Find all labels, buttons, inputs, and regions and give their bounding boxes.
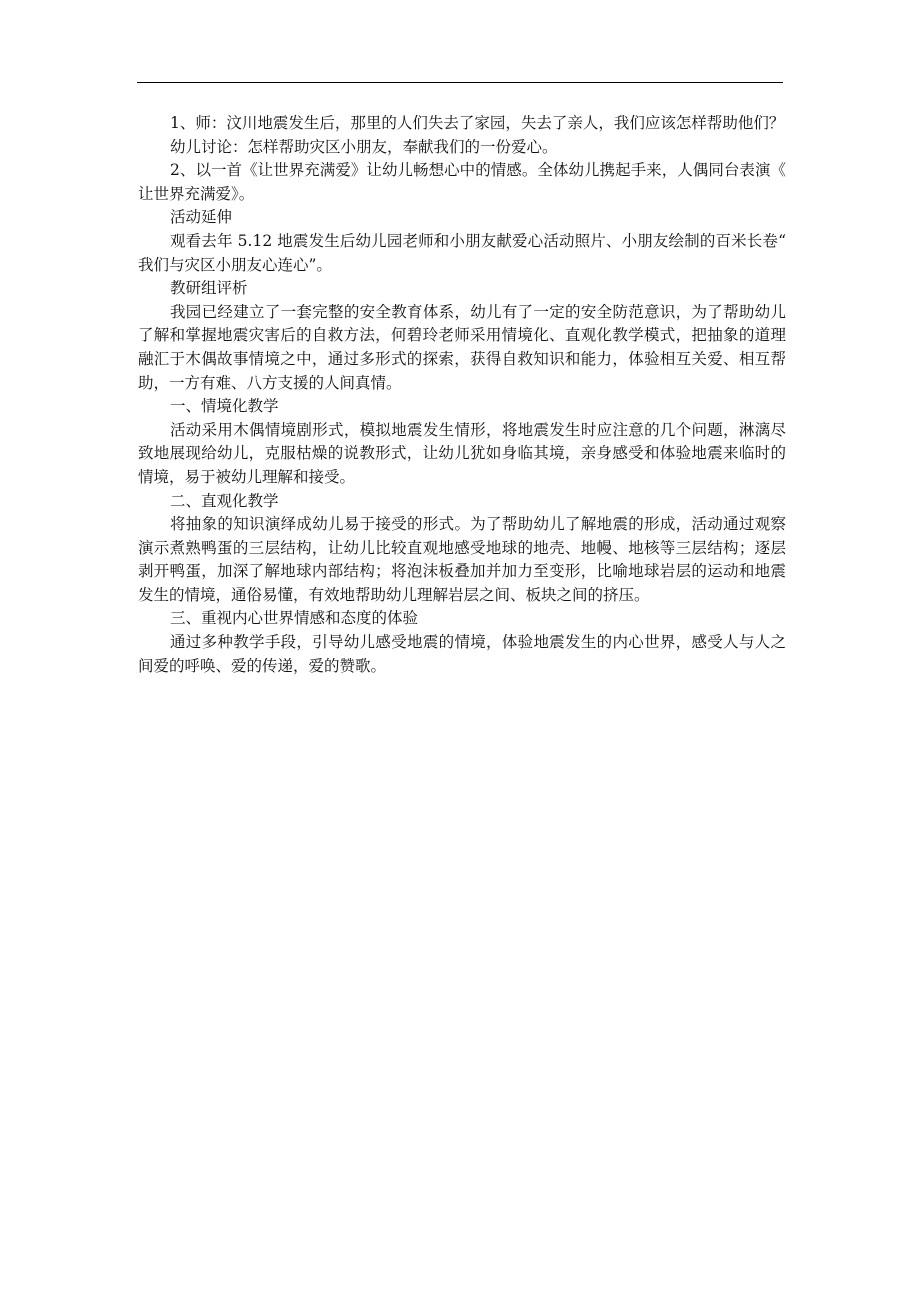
paragraph-photo-viewing: 观看去年 5.12 地震发生后幼儿园老师和小朋友献爱心活动照片、小朋友绘制的百米长卷“我们与灾区小朋友心连心”。: [138, 231, 786, 274]
paragraph-review-summary: 我园已经建立了一套完整的安全教育体系，幼儿有了一定的安全防范意识，为了帮助幼儿了解和掌握地震灾害后的自救方法，何碧玲老师采用情境化、直观化教学模式，把抽象的道理融汇于木偶故事情境之中，通过多形式的探索，获得自救知识和能力，体验相互关爱、相互帮助，一方有难、八方支援的人间真情。: [138, 302, 786, 392]
paragraph-visual-teaching: 将抽象的知识演绎成幼儿易于接受的形式。为了帮助幼儿了解地震的形成，活动通过观察演示煮熟鸭蛋的三层结构，让幼儿比较直观地感受地球的地壳、地幔、地核等三层结构；逐层剥开鸭蛋，加深了解地球内部结构；将泡沫板叠加并加力至变形，比喻地球岩层的运动和地震发生的情境，通俗易懂，有效地帮助幼儿理解岩层之间、板块之间的挤压。: [138, 515, 786, 604]
paragraph-children-discussion: 幼儿讨论：怎样帮助灾区小朋友，奉献我们的一份爱心。: [170, 137, 558, 156]
paragraph-emotional-experience: 通过多种教学手段，引导幼儿感受地震的情境，体验地震发生的内心世界，感受人与人之间爱的呼唤、爱的传递，爱的赞歌。: [138, 633, 786, 675]
paragraph-song-performance: 2、以一首《让世界充满爱》让幼儿畅想心中的情感。全体幼儿携起手来，人偶同台表演《让世界充满爱》。: [138, 161, 786, 203]
heading-visual-teaching: 二、直观化教学: [170, 491, 279, 510]
paragraph-situational-teaching: 活动采用木偶情境剧形式，模拟地震发生情形，将地震发生时应注意的几个问题，淋漓尽致地展现给幼儿，克服枯燥的说教形式，让幼儿犹如身临其境，亲身感受和体验地震来临时的情境，易于被幼儿理解和接受。: [138, 420, 786, 486]
header-rule: [137, 82, 783, 83]
paragraph-teacher-question: 1、师：汶川地震发生后，那里的人们失去了家园，失去了亲人，我们应该怎样帮助他们？: [170, 114, 785, 132]
heading-situational-teaching: 一、情境化教学: [170, 397, 279, 416]
document-body: [138, 112, 786, 678]
heading-activity-extension: 活动延伸: [170, 208, 233, 227]
heading-emotional-experience: 三、重视内心世界情感和态度的体验: [170, 609, 419, 628]
heading-research-review: 教研组评析: [170, 279, 248, 298]
